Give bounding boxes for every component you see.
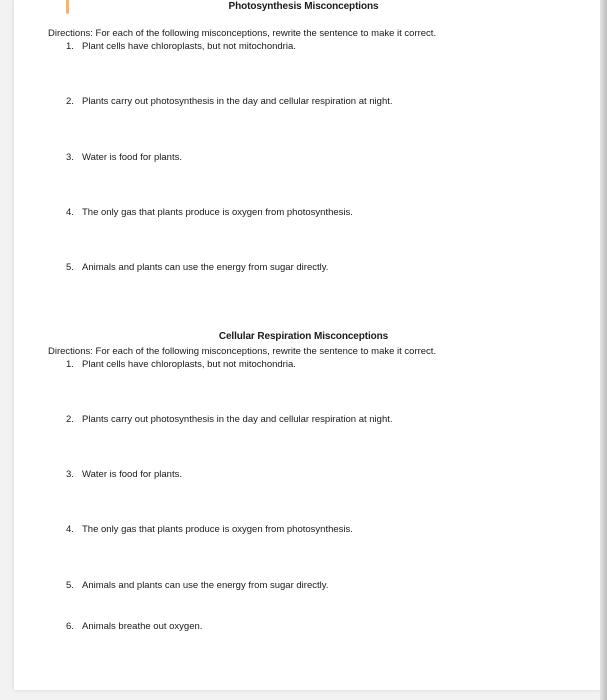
list-item <box>66 152 182 163</box>
item-text: Plants carry out photosynthesis in the day and cellular respiration at night. <box>82 96 393 107</box>
item-text: Plant cells have chloroplasts, but not mitochondria. <box>82 359 296 370</box>
list-item <box>66 262 328 273</box>
item-number: 4. <box>66 524 74 535</box>
item-text: Animals breathe out oxygen. <box>82 621 203 632</box>
item-text: Plants carry out photosynthesis in the day and cellular respiration at night. <box>82 414 393 425</box>
item-number: 2. <box>66 96 74 107</box>
list-item <box>66 469 182 480</box>
list-item <box>66 96 393 107</box>
item-text: The only gas that plants produce is oxygen from photosynthesis. <box>82 524 353 535</box>
section-title-cellular-respiration: Cellular Respiration Misconceptions <box>218 331 389 342</box>
item-text: Water is food for plants. <box>82 469 182 480</box>
item-number: 3. <box>66 469 74 480</box>
section-directions: Directions: For each of the following misconceptions, rewrite the sentence to make it correct. <box>48 28 437 39</box>
item-number: 2. <box>66 414 74 425</box>
page-edge-shadow <box>600 0 607 700</box>
item-text: Animals and plants can use the energy from sugar directly. <box>82 580 329 591</box>
list-item <box>66 580 328 591</box>
list-item <box>66 524 353 535</box>
item-number: 5. <box>66 262 74 273</box>
item-number: 1. <box>66 359 74 370</box>
section-title-photosynthesis: Photosynthesis Misconceptions <box>228 1 379 12</box>
list-item <box>66 207 353 218</box>
item-number: 4. <box>66 207 74 218</box>
item-number: 6. <box>66 621 74 632</box>
item-number: 3. <box>66 152 74 163</box>
item-text: Plant cells have chloroplasts, but not mitochondria. <box>82 41 296 52</box>
item-number: 5. <box>66 580 74 591</box>
list-item <box>66 359 296 370</box>
section-directions: Directions: For each of the following misconceptions, rewrite the sentence to make it correct. <box>48 346 437 357</box>
item-number: 1. <box>66 41 74 52</box>
item-text: The only gas that plants produce is oxygen from photosynthesis. <box>82 207 353 218</box>
list-item <box>66 621 202 632</box>
item-text: Water is food for plants. <box>82 152 182 163</box>
list-item <box>66 414 393 425</box>
list-item <box>66 41 296 52</box>
item-text: Animals and plants can use the energy from sugar directly. <box>82 262 329 273</box>
